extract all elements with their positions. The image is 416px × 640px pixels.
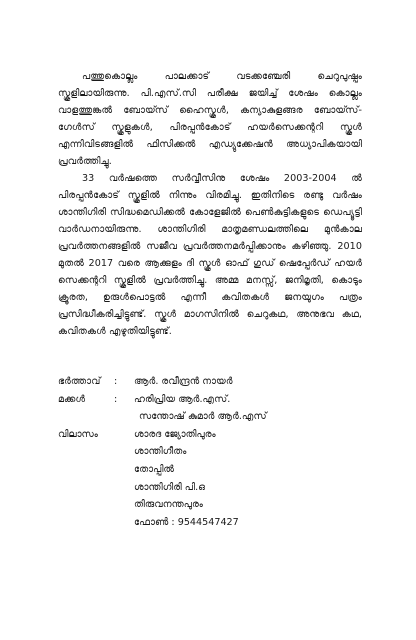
bio-paragraph-1: പത്തുകൊല്ലം പാലക്കാട് വടക്കഞ്ചേരി ചെറുപുഷ്പം സ്കൂളിലായിരുന്നു. പി.എസ്.സി പരീക്ഷ ജയിച്ച് ശേഷം കൊല്ലം വാളത്തുങ്കൽ ബോയ്സ് ഹൈസ്കൂൾ, കന്യാകുളങ്ങര ബോയ്സ്-ഗേൾസ് സ്കൂളുകൾ, പിരപ്പൻകോട് ഹയർസെക്കന്ററി സ്കൂൾ എന്നിവിടങ്ങളിൽ ഫിസിക്കൽ എഡ്യുക്കേഷൻ അധ്യാപികയായി പ്രവർത്തിച്ചു. xyxy=(58,71,362,167)
husband-name: ആർ. രവീന്ദ്രൻ നായർ xyxy=(134,376,233,387)
husband-row xyxy=(58,373,378,391)
address-line-4: ശാന്തിഗിരി പി.ഒ xyxy=(134,481,205,493)
author-bio xyxy=(58,68,362,340)
phone-number: ഫോൺ : 9544547427 xyxy=(134,516,239,528)
address-line-2: ശാന്തിഗീതം xyxy=(134,446,187,458)
author-details xyxy=(58,373,378,531)
children-row xyxy=(58,391,378,426)
husband-label: ഭർത്താവ് xyxy=(58,376,101,387)
colon: : xyxy=(114,393,118,405)
children-label: മക്കൾ xyxy=(58,393,86,405)
bio-paragraph-2: 33 വർഷത്തെ സർവ്വീസിനു ശേഷം 2003-2004 ൽ പിരപ്പൻകോട് സ്കൂളിൽ നിന്നും വിരമിച്ചു. ഇതിനിടെ രണ്ടു വർഷം ശാന്തിഗിരി സിദ്ധമെഡിക്കൽ കോളേജിൽ പെൺകുട്ടികളുടെ ഡെപ്യൂട്ടി വാർഡനായിരുന്നു. ശാന്തിഗിരി മാതൃമണ്ഡലത്തിലെ മുൻകാല പ്രവർത്തനങ്ങളിൽ സജീവ പ്രവർത്തനമർപ്പിക്കാനും കഴിഞ്ഞു. 2010 മുതൽ 2017 വരെ ആക്കുളം ദി സ്കൂൾ ഓഫ് ഗുഡ് ഷെപ്പേർഡ് ഹയർ സെക്കന്ററി സ്കൂളിൽ പ്രവർത്തിച്ചു. അമ്മ മനസ്സ്, ജനിമൃതി, കൊടും ക്രൂരത, ഉരുൾപൊട്ടൽ എന്നീ കവിതകൾ ജനയുഗം പത്രം പ്രസിദ്ധീകരിച്ചിട്ടുണ്ട്. സ്കൂൾ മാഗസിനിൽ ചെറുകഥ, അനുഭവ കഥ, കവിതകൾ എഴുതിയിട്ടുണ്ട്. xyxy=(58,173,362,337)
address-label: വിലാസം xyxy=(58,428,98,440)
address-row xyxy=(58,426,378,532)
child-name-1: ഹരിപ്രിയ ആർ.എസ്. xyxy=(134,393,231,405)
address-line-1: ശാരദ ജ്യോതിപുരം xyxy=(134,428,216,440)
child-name-2: സന്തോഷ് കുമാർ ആർ.എസ് xyxy=(139,411,267,423)
address-line-5: തിരുവനന്തപുരം xyxy=(134,499,203,511)
colon: : xyxy=(114,376,118,387)
address-line-3: തോപ്പിൽ xyxy=(134,463,175,475)
